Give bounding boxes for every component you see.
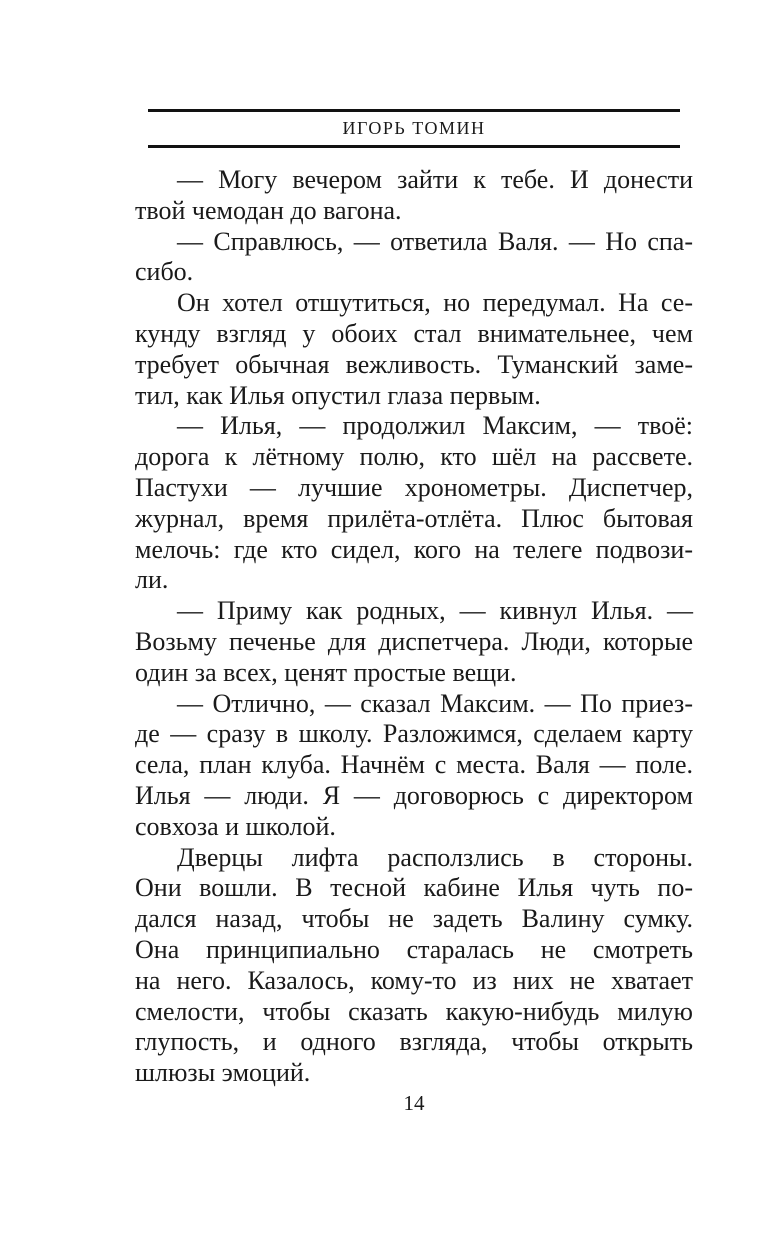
text-line: твой чемодан до вагона. <box>135 195 402 225</box>
text-line: Дверцы лифта расползлись в стороны. <box>177 842 693 872</box>
text-line: глупость, и одного взгляда, чтобы открыть <box>135 1027 693 1057</box>
text-line: — Могу вечером зайти к тебе. И донести <box>177 165 693 194</box>
text-line: журнал, время прилёта-отлёта. Плюс бытовая <box>135 503 693 533</box>
text-line: дорога к лётному полю, кто шёл на рассвете. <box>135 442 693 472</box>
text-column <box>135 0 693 1089</box>
author-name: ИГОРЬ ТОМИН <box>342 118 486 138</box>
text-line: Она принципиально старалась не смотреть <box>135 934 693 964</box>
text-line: — Илья, — продолжил Максим, — твоё: <box>177 411 693 441</box>
text-line: на него. Казалось, кому-то из них не хватает <box>135 965 693 995</box>
text-line: Возьму печенье для диспетчера. Люди, которые <box>135 626 693 656</box>
text-line: тил, как Илья опустил глаза первым. <box>135 380 541 410</box>
paragraph <box>135 843 693 1089</box>
text-line: шлюзы эмоций. <box>135 1058 311 1088</box>
text-line: — Справлюсь, — ответила Валя. — Но спа- <box>177 226 693 256</box>
text-line: Он хотел отшутиться, но передумал. На се- <box>177 288 693 318</box>
text-line: смелости, чтобы сказать какую-нибудь милую <box>135 996 693 1026</box>
text-line: Илья — люди. Я — договорюсь с директором <box>135 780 693 810</box>
text-line: кунду взгляд у обоих стал внимательнее, чем <box>135 318 693 348</box>
text-line: села, план клуба. Начнём с места. Валя — поле. <box>135 750 693 780</box>
text-line: Пастухи — лучшие хронометры. Диспетчер, <box>135 472 693 502</box>
text-line: дался назад, чтобы не задеть Валину сумку. <box>135 904 693 934</box>
page-body <box>135 165 693 1089</box>
paragraph <box>135 288 693 411</box>
paragraph <box>135 689 693 843</box>
text-line: сибо. <box>135 257 194 287</box>
text-line: один за всех, ценят простые вещи. <box>135 657 517 687</box>
paragraph <box>135 411 693 596</box>
text-line: ли. <box>135 565 169 595</box>
text-line: совхоза и школой. <box>135 811 336 841</box>
running-header <box>148 109 680 148</box>
paragraph <box>135 596 693 688</box>
text-line: — Приму как родных, — кивнул Илья. — <box>177 596 693 626</box>
text-line: требует обычная вежливость. Туманский заме- <box>135 349 693 379</box>
text-line: Они вошли. В тесной кабине Илья чуть по- <box>135 873 693 903</box>
page-number: 14 <box>403 1091 425 1115</box>
text-line: де — сразу в школу. Разложимся, сделаем карту <box>135 719 693 749</box>
text-line: мелочь: где кто сидел, кого на телеге подвози- <box>135 534 693 564</box>
paragraph <box>135 165 693 227</box>
text-line: — Отлично, — сказал Максим. — По приез- <box>177 688 693 718</box>
paragraph <box>135 227 693 289</box>
